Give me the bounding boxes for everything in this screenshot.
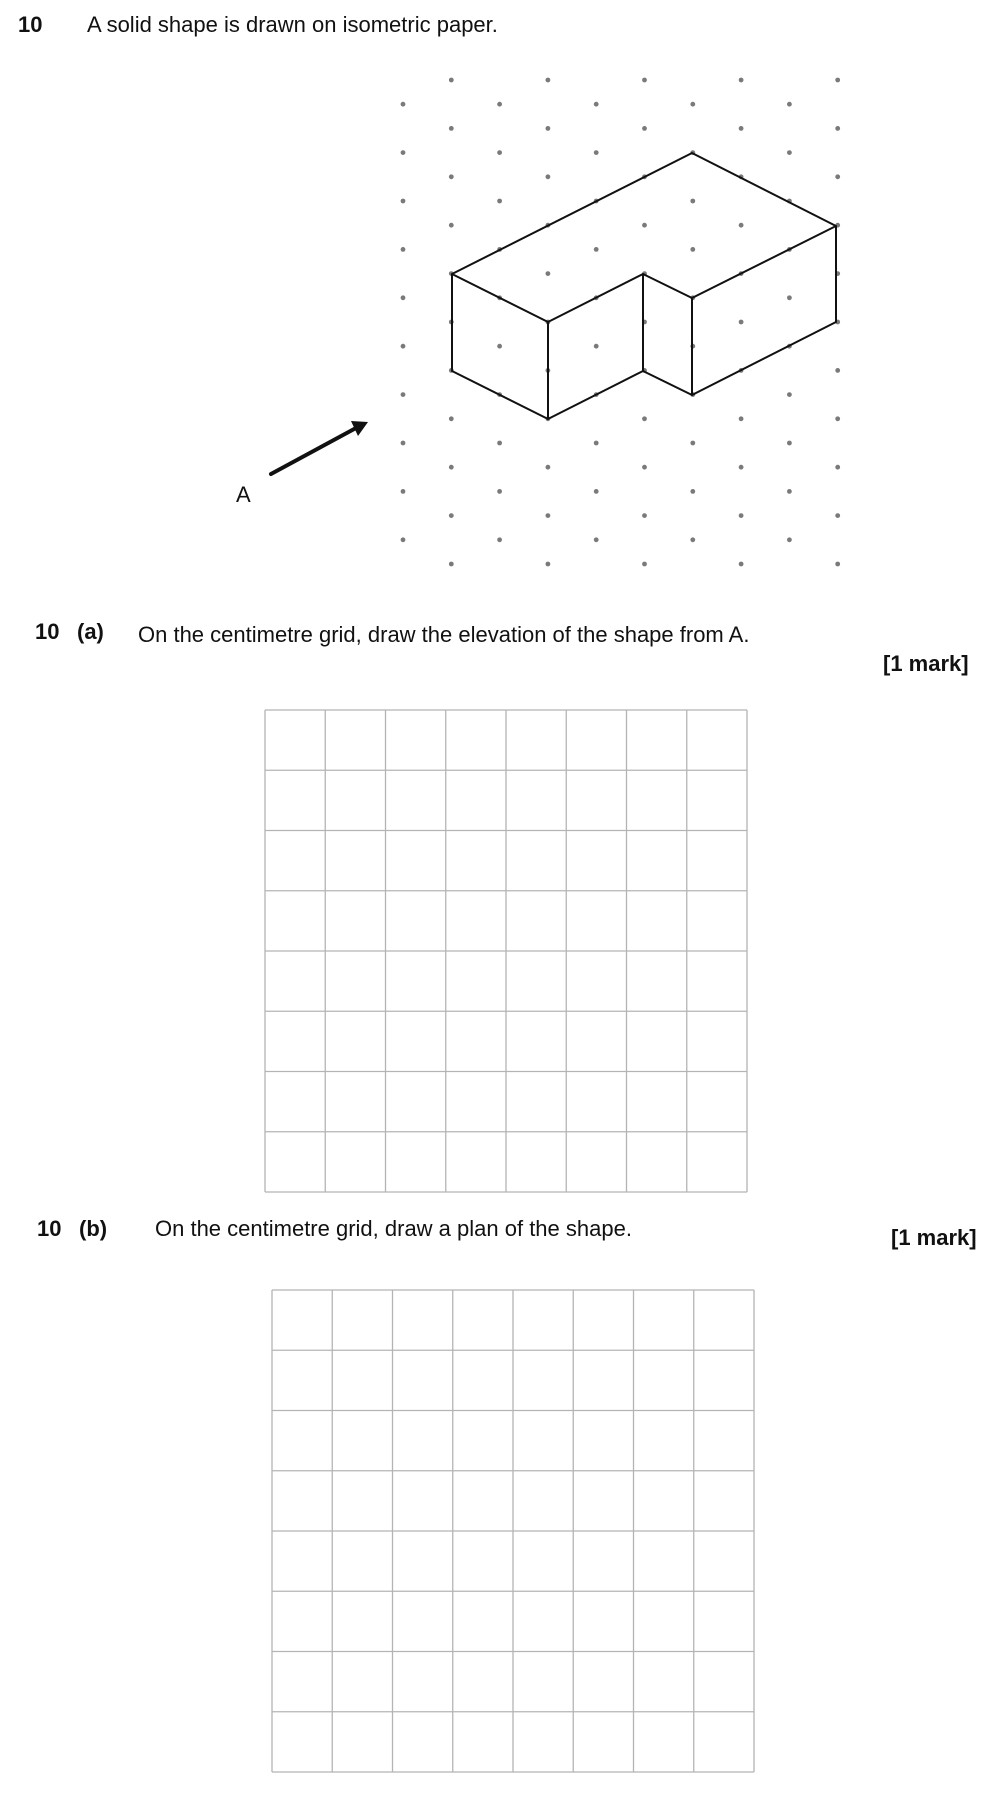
isometric-dot — [546, 271, 551, 276]
isometric-dot — [401, 102, 406, 107]
part-b-number: 10 — [37, 1216, 62, 1241]
isometric-dot — [449, 174, 454, 179]
isometric-dot — [787, 489, 792, 494]
isometric-dot — [546, 465, 551, 470]
isometric-dot — [787, 392, 792, 397]
isometric-dot — [497, 199, 502, 204]
isometric-figure — [0, 0, 1003, 600]
isometric-dot — [642, 78, 647, 83]
isometric-dot — [594, 247, 599, 252]
part-a-marks: [1 mark] — [883, 651, 969, 676]
isometric-dot — [690, 441, 695, 446]
part-b-question: On the centimetre grid, draw a plan of the shape. — [155, 1216, 632, 1241]
isometric-dot — [546, 513, 551, 518]
isometric-dot — [835, 368, 840, 373]
part-a-number: 10 — [35, 619, 60, 644]
isometric-dot — [449, 513, 454, 518]
isometric-dot — [546, 126, 551, 131]
isometric-dot — [401, 392, 406, 397]
isometric-dot — [497, 537, 502, 542]
isometric-dot — [835, 126, 840, 131]
isometric-dot — [787, 537, 792, 542]
isometric-dot — [401, 150, 406, 155]
isometric-dot — [594, 150, 599, 155]
isometric-dot — [546, 562, 551, 567]
isometric-dot — [835, 174, 840, 179]
isometric-dot — [642, 513, 647, 518]
isometric-dot — [401, 247, 406, 252]
isometric-dot — [642, 223, 647, 228]
isometric-dot — [497, 489, 502, 494]
isometric-dot — [594, 102, 599, 107]
isometric-dot — [449, 126, 454, 131]
isometric-dot — [594, 537, 599, 542]
arrow-shaft — [271, 428, 356, 474]
isometric-dot — [546, 174, 551, 179]
view-arrow — [271, 421, 368, 474]
isometric-dot — [739, 126, 744, 131]
isometric-dot — [835, 78, 840, 83]
isometric-dot — [497, 102, 502, 107]
isometric-dot — [787, 150, 792, 155]
isometric-dot — [449, 416, 454, 421]
isometric-dot — [449, 78, 454, 83]
isometric-dot — [401, 344, 406, 349]
viewpoint-label-a: A — [236, 482, 251, 507]
isometric-dot — [835, 513, 840, 518]
isometric-dot — [690, 537, 695, 542]
isometric-dot-grid — [401, 78, 840, 567]
isometric-dot — [401, 295, 406, 300]
isometric-dot — [739, 513, 744, 518]
isometric-dot — [739, 223, 744, 228]
isometric-dot — [690, 489, 695, 494]
isometric-dot — [835, 562, 840, 567]
isometric-dot — [787, 295, 792, 300]
isometric-dot — [690, 199, 695, 204]
isometric-dot — [835, 465, 840, 470]
part-a-centimetre-grid[interactable] — [264, 709, 748, 1193]
part-a-letter: (a) — [77, 619, 104, 644]
isometric-dot — [642, 465, 647, 470]
isometric-dot — [835, 416, 840, 421]
question-number: 10 — [18, 12, 43, 37]
isometric-dot — [594, 344, 599, 349]
isometric-dot — [739, 78, 744, 83]
isometric-dot — [401, 489, 406, 494]
isometric-dot — [739, 465, 744, 470]
isometric-dot — [497, 344, 502, 349]
isometric-dot — [642, 416, 647, 421]
isometric-dot — [401, 441, 406, 446]
isometric-dot — [401, 537, 406, 542]
isometric-dot — [787, 441, 792, 446]
question-stem: A solid shape is drawn on isometric paper. — [87, 12, 498, 37]
isometric-dot — [594, 441, 599, 446]
part-b-marks: [1 mark] — [891, 1225, 977, 1250]
isometric-dot — [690, 102, 695, 107]
isometric-dot — [739, 416, 744, 421]
solid-shape — [452, 153, 836, 419]
isometric-dot — [594, 489, 599, 494]
isometric-dot — [739, 320, 744, 325]
isometric-dot — [449, 223, 454, 228]
isometric-dot — [642, 562, 647, 567]
isometric-dot — [449, 562, 454, 567]
isometric-dot — [497, 150, 502, 155]
isometric-dot — [642, 126, 647, 131]
isometric-dot — [546, 78, 551, 83]
part-a-question: On the centimetre grid, draw the elevation of the shape from A. — [138, 622, 750, 647]
isometric-dot — [690, 247, 695, 252]
part-b-centimetre-grid[interactable] — [271, 1289, 755, 1773]
isometric-dot — [401, 199, 406, 204]
isometric-dot — [497, 441, 502, 446]
isometric-dot — [739, 562, 744, 567]
isometric-dot — [449, 465, 454, 470]
part-b-letter: (b) — [79, 1216, 108, 1241]
isometric-dot — [787, 102, 792, 107]
